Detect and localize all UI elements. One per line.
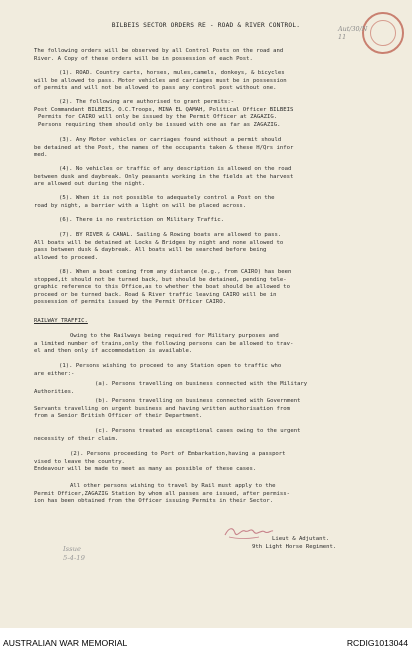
document-line: Permits for CAIRO will only be issued by the Permit Officer at ZAGAZIG. xyxy=(38,114,278,120)
document-line: (3). Any Motor vehicles or carriages found without a permit should xyxy=(59,137,282,143)
document-line: (a). Persons travelling on business connected with the Military xyxy=(95,381,308,387)
document-line: vised to leave the country. xyxy=(34,458,125,465)
document-line: from a Senior British Officer of their Department. xyxy=(34,413,203,419)
document-line: Persons requiring them should only be issued with one as far as ZAGAZIG. xyxy=(38,121,281,128)
document-line: 9th Light Horse Regiment. xyxy=(252,544,337,550)
document-line: between dusk and daybreak. Only peasants working in the fields at the harvest xyxy=(34,173,294,180)
document-line: (4). No vehicles or traffic of any description is allowed on the road xyxy=(59,166,292,172)
document-line: RAILWAY TRAFFIC. xyxy=(34,318,88,324)
archive-reference: Aut/30/N 11 xyxy=(338,25,368,41)
footer-bar xyxy=(0,628,412,654)
document-line: (8). When a boat coming from any distance (e.g., from CAIRO) has been xyxy=(59,269,292,275)
document-line: Post Commandant BILBEIS, O.C.Troops, MINA EL QAMAH, Political Officer BILBEIS xyxy=(34,106,294,113)
document-line: road by night, a barrier with a light on will be placed across. xyxy=(34,202,247,209)
handwritten-issue: Issue xyxy=(63,545,82,553)
document-line: Endeavour will be made to meet as many as possible of these cases. xyxy=(34,466,257,472)
document-line: of permits and will not be allowed to pass any control post without one. xyxy=(34,85,277,91)
document-line: All other persons wishing to travel by Rail must apply to the xyxy=(70,483,276,489)
document-line: River. A Copy of these orders will be in possession of each Post. xyxy=(34,55,253,62)
document-line: be detained at the Post, the names of the occupants taken & these H/Qrs infor xyxy=(34,144,294,151)
document-line: Owing to the Railways being required for Military purposes and xyxy=(70,333,279,339)
document-line: will be allowed to pass. Motor vehicles and carriages must be in possession xyxy=(34,77,287,84)
document-line: possession of permits issued by the Permit Officer CAIRO. xyxy=(34,299,226,305)
document-line: All boats will be detained at Locks & Bridges by night and none allowed to xyxy=(34,239,284,246)
signature-icon xyxy=(223,523,275,541)
document-line: ion has been obtained from the Officer issuing Permits in their Sector. xyxy=(34,498,274,504)
document-line: (2). Persons proceeding to Port of Embarkation,having a passport xyxy=(70,451,286,457)
document-line: Lieut & Adjutant. xyxy=(272,536,330,542)
document-line: (c). Persons treated as exceptional cases owing to the urgent xyxy=(95,428,301,434)
footer-source: AUSTRALIAN WAR MEMORIAL xyxy=(3,638,128,648)
handwritten-date: 5-4-19 xyxy=(63,554,85,562)
document-line: are either:- xyxy=(34,370,75,377)
document-line: (7). BY RIVER & CANAL. Sailing & Rowing boats are allowed to pass. xyxy=(59,232,282,238)
document-line: are allowed out during the night. xyxy=(34,181,146,187)
document-line: med. xyxy=(34,152,48,158)
document-line: necessity of their claim. xyxy=(34,435,119,442)
document-line: proceed or be turned back. Road & River traffic leaving CAIRO will be in xyxy=(34,291,277,298)
document-line: graphic reference to this Office,as to whether the boat should be allowed to xyxy=(34,284,290,290)
footer-id: RCDIG1013044 xyxy=(346,638,408,648)
document-line: stopped,it should not be turned back, but should be detained, pending tele- xyxy=(34,276,287,283)
document-line: (1). ROAD. Country carts, horses, mules,camels, donkeys, & bicycles xyxy=(59,70,285,76)
document-line: (5). When it is not possible to adequately control a Post on the xyxy=(59,195,275,201)
page-title: BILBEIS SECTOR ORDERS RE - ROAD & RIVER CONTROL. xyxy=(111,22,301,29)
document-line: (1). Persons wishing to proceed to any Station open to traffic who xyxy=(59,363,282,369)
document-line: Authorities. xyxy=(34,388,75,395)
document-line: a limited number of trains,only the following persons can be allowed to trav- xyxy=(34,340,294,347)
document-line: pass between dusk & daybreak. All boats will be searched before being xyxy=(34,247,267,253)
document-line: Servants travelling on urgent business and having written authorisation from xyxy=(34,405,290,412)
document-line: (2). The following are authorised to grant permits:- xyxy=(59,99,235,105)
document-line: (b). Persons travelling on business connected with Government xyxy=(95,398,301,404)
document-line: The following orders will be observed by all Control Posts on the road and xyxy=(34,48,284,54)
document-line: Permit Officer,ZAGAZIG Station by whom all passes are issued, after permiss- xyxy=(34,490,290,497)
document-line: (6). There is no restriction on Military Traffic. xyxy=(59,217,225,223)
document-line: allowed to proceed. xyxy=(34,254,98,261)
document-line: el and then only if accommodation is available. xyxy=(34,348,193,354)
handwritten-note xyxy=(63,545,85,563)
